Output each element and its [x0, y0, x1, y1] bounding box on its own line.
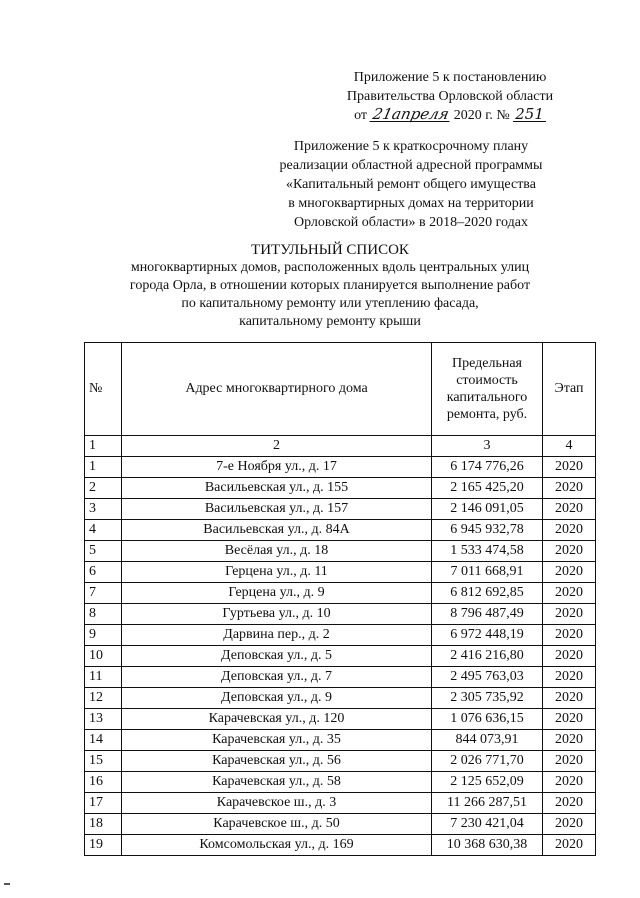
cell-num: 11: [85, 667, 122, 688]
cell-stage: 2020: [543, 709, 596, 730]
title-subline: капитальному ремонту крыши: [239, 314, 421, 329]
appendix-plan-line: Орловской области» в 2018–2020 годах: [294, 215, 528, 230]
table-row: [85, 814, 596, 835]
cell-address: Герцена ул., д. 11: [122, 562, 432, 583]
cell-cost: 2 305 735,92: [432, 688, 543, 709]
cell-num: 12: [85, 688, 122, 709]
cell-address: Карачевское ш., д. 50: [122, 814, 432, 835]
cell-stage: 2020: [543, 730, 596, 751]
cell-stage: 2020: [543, 772, 596, 793]
cell-address: Карачевская ул., д. 58: [122, 772, 432, 793]
appendix-plan-line: «Капитальный ремонт общего имущества: [286, 177, 536, 192]
cell-address: Дарвина пер., д. 2: [122, 625, 432, 646]
title-subline: многоквартирных домов, расположенных вдоль центральных улиц: [130, 260, 530, 275]
appendix-main-line2: Правительства Орловской области: [346, 89, 554, 104]
cell-address: Карачевское ш., д. 3: [122, 793, 432, 814]
cell-num: 19: [85, 835, 122, 856]
cell-stage: 2020: [543, 688, 596, 709]
handwritten-number: 251: [515, 105, 544, 123]
cell-cost: 8 796 487,49: [432, 604, 543, 625]
table-row: [85, 688, 596, 709]
table-header-row: [85, 343, 596, 436]
appendix-main-date-line: [300, 106, 600, 125]
cell-address: Карачевская ул., д. 35: [122, 730, 432, 751]
cell-num: 16: [85, 772, 122, 793]
cell-cost: 6 972 448,19: [432, 625, 543, 646]
table-row: [85, 625, 596, 646]
cell-address: 7-е Ноября ул., д. 17: [122, 457, 432, 478]
document-title: ТИТУЛЬНЫЙ СПИСОК: [251, 242, 409, 258]
column-number-row: [85, 436, 596, 457]
table-row: [85, 646, 596, 667]
cell-num: 18: [85, 814, 122, 835]
scan-mark: [4, 883, 10, 885]
cell-num: 3: [85, 499, 122, 520]
cell-cost: 11 266 287,51: [432, 793, 543, 814]
cell-num: 4: [85, 520, 122, 541]
cell-address: Весёлая ул., д. 18: [122, 541, 432, 562]
cell-num: 1: [85, 457, 122, 478]
cell-address: Деповская ул., д. 9: [122, 688, 432, 709]
cell-cost: 844 073,91: [432, 730, 543, 751]
table-row: [85, 709, 596, 730]
cell-cost: 7 230 421,04: [432, 814, 543, 835]
table-row: [85, 583, 596, 604]
cell-address: Карачевская ул., д. 120: [122, 709, 432, 730]
cell-stage: 2020: [543, 793, 596, 814]
cell-address: Васильевская ул., д. 84А: [122, 520, 432, 541]
appendix-main-block: [300, 68, 600, 125]
cell-num: 7: [85, 583, 122, 604]
cell-cost: 6 812 692,85: [432, 583, 543, 604]
appendix-main-line1: Приложение 5 к постановлению: [353, 70, 547, 85]
cell-stage: 2020: [543, 562, 596, 583]
table-row: [85, 751, 596, 772]
cell-stage: 2020: [543, 667, 596, 688]
cell-num: 15: [85, 751, 122, 772]
table-row: [85, 793, 596, 814]
table-row: [85, 772, 596, 793]
column-number: 1: [85, 436, 122, 457]
houses-table: [84, 342, 596, 856]
cell-stage: 2020: [543, 751, 596, 772]
cell-num: 17: [85, 793, 122, 814]
cell-num: 10: [85, 646, 122, 667]
cell-cost: 6 945 932,78: [432, 520, 543, 541]
cell-num: 5: [85, 541, 122, 562]
cell-cost: 2 026 771,70: [432, 751, 543, 772]
cell-address: Деповская ул., д. 7: [122, 667, 432, 688]
appendix-plan-block: [250, 137, 572, 232]
cell-num: 2: [85, 478, 122, 499]
table-row: [85, 478, 596, 499]
cell-cost: 6 174 776,26: [432, 457, 543, 478]
cell-cost: 7 011 668,91: [432, 562, 543, 583]
handwritten-date: 21апреля: [370, 105, 451, 123]
cell-num: 14: [85, 730, 122, 751]
column-number: 4: [543, 436, 596, 457]
cell-stage: 2020: [543, 478, 596, 499]
header-stage: Этап: [543, 343, 596, 436]
cell-address: Деповская ул., д. 5: [122, 646, 432, 667]
table-row: [85, 562, 596, 583]
cell-num: 13: [85, 709, 122, 730]
title-subline: по капитальному ремонту или утеплению фасада,: [181, 296, 479, 311]
cell-address: Гуртьева ул., д. 10: [122, 604, 432, 625]
document-title-block: [60, 241, 600, 331]
cell-cost: 2 146 091,05: [432, 499, 543, 520]
table-row: [85, 541, 596, 562]
cell-stage: 2020: [543, 814, 596, 835]
cell-stage: 2020: [543, 520, 596, 541]
cell-cost: 2 125 652,09: [432, 772, 543, 793]
cell-cost: 2 495 763,03: [432, 667, 543, 688]
table-row: [85, 457, 596, 478]
cell-address: Васильевская ул., д. 157: [122, 499, 432, 520]
header-num: №: [85, 343, 122, 436]
date-prefix: от: [354, 108, 368, 123]
appendix-plan-line: в многоквартирных домах на территории: [288, 196, 534, 211]
cell-stage: 2020: [543, 499, 596, 520]
appendix-plan-line: Приложение 5 к краткосрочному плану: [293, 139, 529, 154]
cell-stage: 2020: [543, 541, 596, 562]
cell-cost: 2 416 216,80: [432, 646, 543, 667]
table-row: [85, 667, 596, 688]
cell-cost: 1 533 474,58: [432, 541, 543, 562]
cell-stage: 2020: [543, 646, 596, 667]
table-row: [85, 835, 596, 856]
cell-cost: 1 076 636,15: [432, 709, 543, 730]
cell-address: Карачевская ул., д. 56: [122, 751, 432, 772]
cell-num: 8: [85, 604, 122, 625]
column-number: 3: [432, 436, 543, 457]
cell-stage: 2020: [543, 604, 596, 625]
cell-num: 6: [85, 562, 122, 583]
table-row: [85, 520, 596, 541]
column-number: 2: [122, 436, 432, 457]
cell-address: Герцена ул., д. 9: [122, 583, 432, 604]
cell-cost: 10 368 630,38: [432, 835, 543, 856]
title-subline: города Орла, в отношении которых планируется выполнение работ: [129, 278, 531, 293]
appendix-plan-line: реализации областной адресной программы: [279, 158, 543, 173]
date-suffix: 2020 г. №: [453, 108, 510, 123]
cell-stage: 2020: [543, 835, 596, 856]
cell-address: Комсомольская ул., д. 169: [122, 835, 432, 856]
table-row: [85, 499, 596, 520]
header-cost: Предельная стоимость капитального ремонта, руб.: [432, 343, 543, 436]
table-row: [85, 730, 596, 751]
table-row: [85, 604, 596, 625]
header-address: Адрес многоквартирного дома: [122, 343, 432, 436]
cell-stage: 2020: [543, 457, 596, 478]
cell-stage: 2020: [543, 625, 596, 646]
cell-address: Васильевская ул., д. 155: [122, 478, 432, 499]
cell-cost: 2 165 425,20: [432, 478, 543, 499]
cell-num: 9: [85, 625, 122, 646]
cell-stage: 2020: [543, 583, 596, 604]
